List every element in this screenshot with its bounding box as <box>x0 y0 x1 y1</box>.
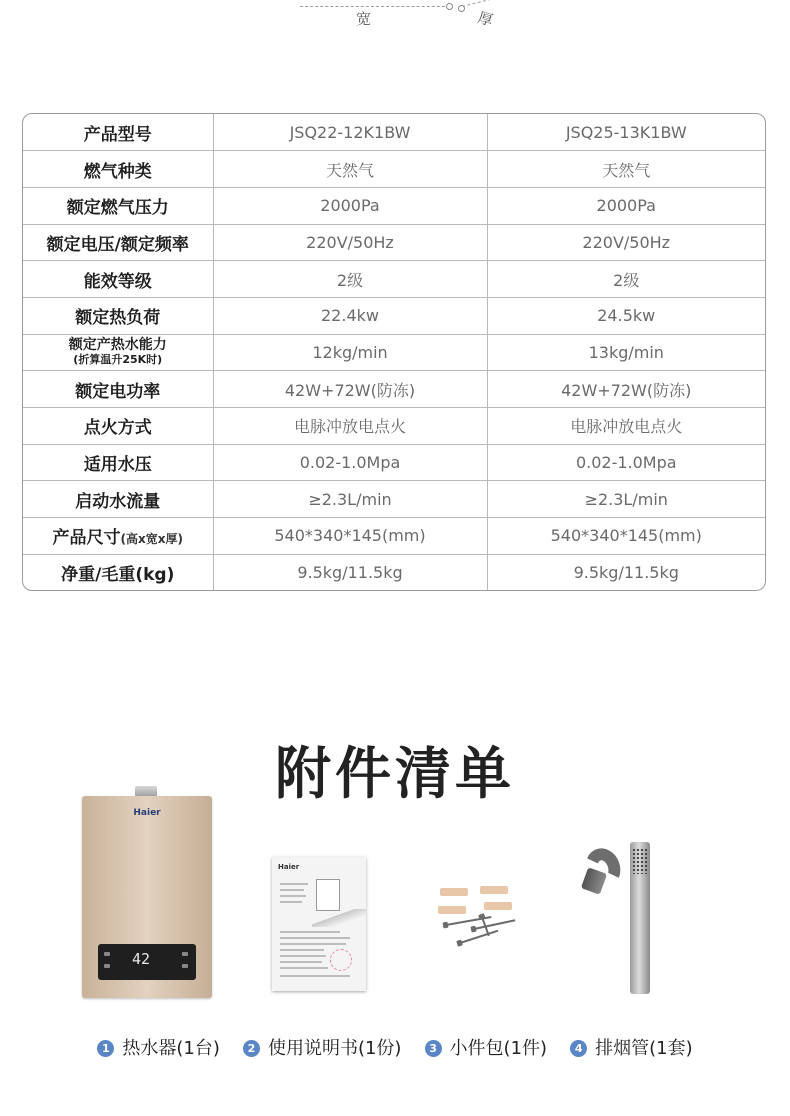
spec-value-b: 220V/50Hz <box>582 232 671 252</box>
spec-value-a: 220V/50Hz <box>306 232 394 252</box>
spec-table <box>22 113 766 591</box>
model-b-name: JSQ25-13K1BW <box>565 122 687 142</box>
spec-value-b: 9.5kg/11.5kg <box>573 563 679 583</box>
manual-text-line <box>280 975 350 977</box>
spec-value-b: 540*340*145(mm) <box>550 526 702 546</box>
spec-value-a: 22.4kw <box>321 306 379 326</box>
spec-label: 额定燃气压力 <box>66 198 169 219</box>
spec-value-b: 13kg/min <box>588 342 664 362</box>
depth-label: 厚 <box>475 8 496 30</box>
caption-flue-pipe <box>570 1034 693 1060</box>
caption-label: 小件包(1件) <box>449 1038 548 1059</box>
spec-value-a: 电脉冲放电点火 <box>293 417 406 437</box>
table-row <box>23 518 765 555</box>
spec-label: 适用水压 <box>83 455 152 476</box>
spec-label: 额定热负荷 <box>75 308 161 329</box>
table-row <box>23 297 765 334</box>
width-label: 宽 <box>356 10 372 28</box>
dimension-strip <box>0 0 790 40</box>
small-parts-icon <box>434 880 530 952</box>
dimension-dot <box>458 5 465 12</box>
manual-text-line <box>280 895 306 897</box>
table-row <box>23 481 765 518</box>
caption-number-badge: 4 <box>570 1040 587 1057</box>
panel-button <box>182 964 188 968</box>
heater-body <box>82 796 212 998</box>
heater-logo: Haier <box>133 808 161 818</box>
caption-label: 热水器(1台) <box>122 1038 220 1059</box>
manual-text-line <box>280 931 340 933</box>
table-row <box>23 444 765 481</box>
heater-display-panel <box>98 944 196 980</box>
caption-water-heater <box>97 1034 220 1060</box>
spec-value-b: 天然气 <box>602 160 651 180</box>
spec-label: 额定电功率 <box>75 381 161 402</box>
spec-label: 启动水流量 <box>75 491 161 512</box>
manual-text-line <box>280 883 308 885</box>
caption-manual <box>243 1034 402 1060</box>
accessories-title: 附件清单 <box>275 742 515 807</box>
spec-label: 净重/毛重(kg) <box>61 565 175 586</box>
table-row <box>23 554 765 591</box>
manual-text-line <box>280 949 324 951</box>
caption-small-parts <box>425 1034 548 1060</box>
manual-text-line <box>280 943 346 945</box>
spec-label: 产品尺寸 <box>52 528 121 549</box>
caption-number-badge: 2 <box>243 1040 260 1057</box>
manual-stamp <box>330 949 352 971</box>
table-row <box>23 261 765 298</box>
spec-value-a: 42W+72W(防冻) <box>284 380 416 400</box>
spec-label: 产品型号 <box>83 124 152 145</box>
spec-value-a: 2级 <box>336 270 364 290</box>
spec-label: 额定产热水能力 <box>68 337 167 354</box>
wall-anchor <box>480 886 508 894</box>
manual-icon <box>272 857 366 991</box>
wall-anchor <box>484 902 512 910</box>
spec-value-b: 24.5kw <box>597 306 656 326</box>
heater-display-digits: 42 <box>132 950 151 968</box>
manual-text-line <box>280 955 326 957</box>
caption-number-badge: 3 <box>425 1040 442 1057</box>
table-row <box>23 408 765 445</box>
flue-vent-holes <box>632 848 648 874</box>
caption-label: 排烟管(1套) <box>595 1038 693 1059</box>
table-row-header <box>23 114 765 151</box>
manual-text-line <box>280 961 322 963</box>
spec-label: 燃气种类 <box>83 161 152 182</box>
wall-anchor <box>440 888 468 896</box>
caption-number-badge: 1 <box>97 1040 114 1057</box>
spec-value-b: 电脉冲放电点火 <box>570 417 683 437</box>
spec-value-a: 0.02-1.0Mpa <box>299 453 401 473</box>
table-row <box>23 187 765 224</box>
screw <box>474 919 515 930</box>
wall-anchor <box>438 906 466 914</box>
manual-swoosh <box>312 909 366 927</box>
manual-text-line <box>280 937 350 939</box>
water-heater-icon <box>82 786 212 998</box>
spec-label-suffix: (高x宽x厚) <box>120 532 183 547</box>
spec-label: 额定电压/额定频率 <box>46 234 189 255</box>
spec-value-b: 2级 <box>613 270 640 290</box>
spec-value-b: 0.02-1.0Mpa <box>575 453 677 473</box>
manual-text-line <box>280 967 328 969</box>
spec-value-a: 9.5kg/11.5kg <box>297 563 403 583</box>
manual-illustration <box>316 879 340 911</box>
table-row <box>23 151 765 188</box>
manual-logo: Haier <box>278 863 300 871</box>
spec-value-a: 12kg/min <box>312 342 388 362</box>
caption-label: 使用说明书(1份) <box>267 1038 402 1059</box>
table-row <box>23 224 765 261</box>
manual-text-line <box>280 889 304 891</box>
spec-sublabel: (折算温升25K时) <box>73 353 163 367</box>
panel-button <box>182 952 188 956</box>
spec-value-b: ≥2.3L/min <box>584 489 668 509</box>
screw <box>460 930 499 944</box>
table-row <box>23 334 765 371</box>
panel-button <box>104 952 110 956</box>
dimension-line <box>300 6 450 7</box>
spec-value-a: 天然气 <box>325 160 374 180</box>
spec-value-a: 2000Pa <box>320 196 380 216</box>
dimension-dot <box>446 3 453 10</box>
spec-value-a: ≥2.3L/min <box>308 489 392 509</box>
panel-button <box>104 964 110 968</box>
dimension-line <box>462 0 491 7</box>
spec-label: 点火方式 <box>83 418 152 439</box>
spec-value-b: 42W+72W(防冻) <box>561 380 692 400</box>
model-a-name: JSQ22-12K1BW <box>289 122 411 142</box>
spec-value-b: 2000Pa <box>596 196 656 216</box>
accessory-captions <box>0 1034 790 1060</box>
table-row <box>23 371 765 408</box>
manual-text-line <box>280 901 302 903</box>
spec-label: 能效等级 <box>83 271 152 292</box>
spec-value-a: 540*340*145(mm) <box>274 526 426 546</box>
flue-pipe-icon <box>582 842 662 994</box>
